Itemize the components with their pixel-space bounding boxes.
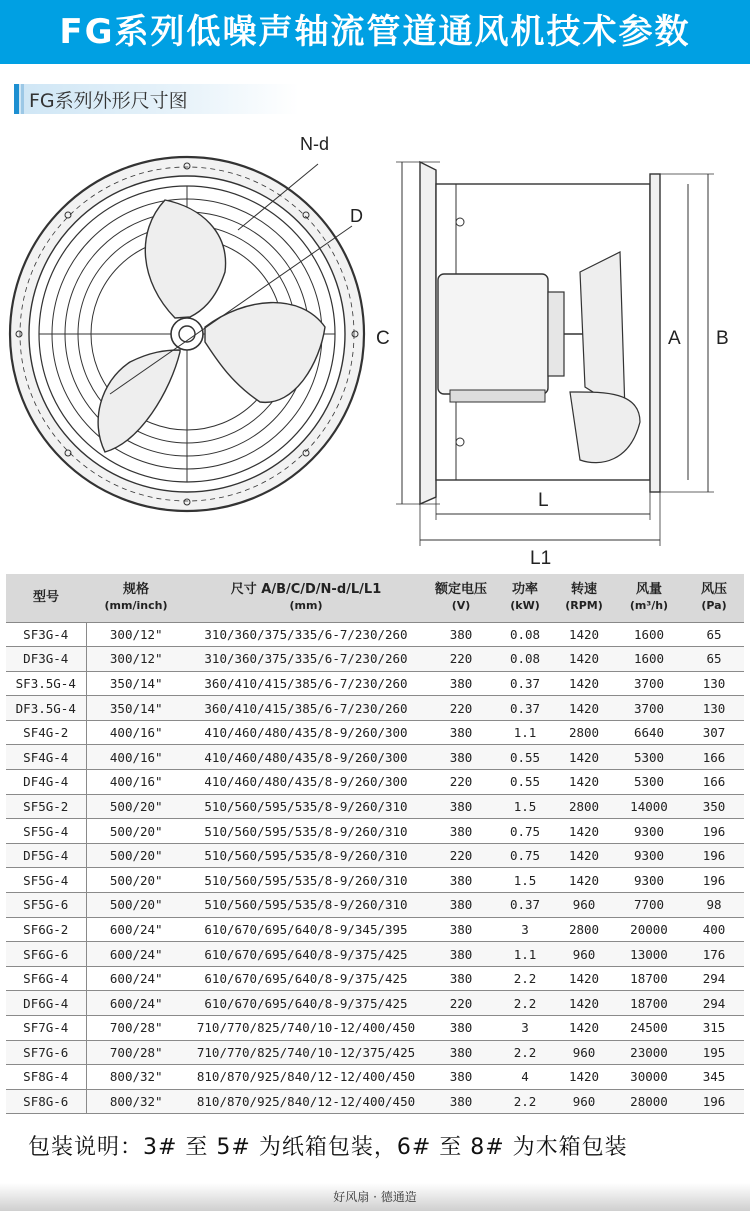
table-cell: 0.75: [496, 843, 554, 868]
section-title: FG系列外形尺寸图: [29, 90, 188, 112]
table-cell: SF5G-4: [6, 868, 86, 893]
table-cell: 65: [684, 622, 744, 647]
label-l: L: [538, 490, 549, 511]
table-cell: 1.1: [496, 942, 554, 967]
table-cell: 9300: [614, 843, 684, 868]
table-cell: 130: [684, 671, 744, 696]
table-cell: 3700: [614, 671, 684, 696]
label-nd: N-d: [300, 134, 330, 154]
table-cell: 195: [684, 1040, 744, 1065]
table-cell: SF5G-4: [6, 819, 86, 844]
table-cell: 710/770/825/740/10-12/375/425: [186, 1040, 426, 1065]
table-cell: 960: [554, 942, 614, 967]
front-view: [10, 157, 364, 511]
table-cell: 28000: [614, 1089, 684, 1114]
table-cell: DF3.5G-4: [6, 696, 86, 721]
table-cell: 510/560/595/535/8-9/260/310: [186, 794, 426, 819]
table-cell: 360/410/415/385/6-7/230/260: [186, 696, 426, 721]
table-cell: 20000: [614, 917, 684, 942]
table-cell: SF6G-2: [6, 917, 86, 942]
table-cell: 500/20": [86, 893, 186, 918]
table-cell: 220: [426, 991, 496, 1016]
table-cell: 1420: [554, 966, 614, 991]
table-cell: SF8G-6: [6, 1089, 86, 1114]
table-cell: DF5G-4: [6, 843, 86, 868]
table-row: [6, 671, 744, 696]
side-view: [396, 162, 714, 546]
table-cell: 1.5: [496, 794, 554, 819]
table-cell: 1420: [554, 1016, 614, 1041]
table-cell: 500/20": [86, 868, 186, 893]
table-cell: 310/360/375/335/6-7/230/260: [186, 622, 426, 647]
table-cell: 410/460/480/435/8-9/260/300: [186, 770, 426, 795]
table-cell: 380: [426, 622, 496, 647]
table-cell: DF3G-4: [6, 647, 86, 672]
table-cell: 0.37: [496, 671, 554, 696]
table-cell: 400/16": [86, 745, 186, 770]
header-airflow: 风量 (m³/h): [614, 574, 684, 622]
table-cell: 500/20": [86, 843, 186, 868]
table-cell: 500/20": [86, 794, 186, 819]
table-cell: 400/16": [86, 720, 186, 745]
table-cell: 14000: [614, 794, 684, 819]
table-cell: 130: [684, 696, 744, 721]
header-speed: 转速 (RPM): [554, 574, 614, 622]
table-cell: 1.1: [496, 720, 554, 745]
table-cell: 1420: [554, 843, 614, 868]
table-cell: 166: [684, 745, 744, 770]
table-cell: 220: [426, 770, 496, 795]
table-cell: 30000: [614, 1065, 684, 1090]
table-cell: 700/28": [86, 1016, 186, 1041]
table-row: [6, 1040, 744, 1065]
table-cell: SF5G-2: [6, 794, 86, 819]
table-cell: 1420: [554, 622, 614, 647]
table-cell: 960: [554, 893, 614, 918]
packaging-note: 包装说明：3# 至 5# 为纸箱包装，6# 至 8# 为木箱包装: [28, 1135, 628, 1160]
table-cell: 2.2: [496, 1089, 554, 1114]
table-cell: 196: [684, 868, 744, 893]
table-cell: 350: [684, 794, 744, 819]
table-cell: 0.08: [496, 622, 554, 647]
header-pressure: 风压 (Pa): [684, 574, 744, 622]
table-cell: 510/560/595/535/8-9/260/310: [186, 868, 426, 893]
table-cell: 294: [684, 966, 744, 991]
table-cell: 13000: [614, 942, 684, 967]
table-cell: 380: [426, 794, 496, 819]
table-cell: 98: [684, 893, 744, 918]
table-cell: 220: [426, 843, 496, 868]
table-cell: 1420: [554, 868, 614, 893]
table-cell: 3700: [614, 696, 684, 721]
table-cell: DF4G-4: [6, 770, 86, 795]
table-cell: 3: [496, 1016, 554, 1041]
table-cell: 380: [426, 942, 496, 967]
table-row: [6, 917, 744, 942]
table-cell: 510/560/595/535/8-9/260/310: [186, 819, 426, 844]
table-row: [6, 819, 744, 844]
table-cell: 350/14": [86, 671, 186, 696]
table-cell: 610/670/695/640/8-9/345/395: [186, 917, 426, 942]
table-cell: 18700: [614, 991, 684, 1016]
dimension-drawing: [0, 122, 750, 572]
page-title: FG系列低噪声轴流管道通风机技术参数: [59, 12, 691, 52]
spec-table: [6, 574, 744, 1114]
table-cell: 0.08: [496, 647, 554, 672]
table-cell: 2800: [554, 720, 614, 745]
table-cell: 9300: [614, 868, 684, 893]
table-row: [6, 843, 744, 868]
table-cell: 310/360/375/335/6-7/230/260: [186, 647, 426, 672]
table-cell: 380: [426, 1089, 496, 1114]
table-cell: 810/870/925/840/12-12/400/450: [186, 1065, 426, 1090]
table-cell: 1600: [614, 622, 684, 647]
table-cell: 960: [554, 1040, 614, 1065]
table-cell: 600/24": [86, 942, 186, 967]
table-cell: 0.55: [496, 770, 554, 795]
label-c: C: [376, 328, 390, 349]
table-row: [6, 647, 744, 672]
table-cell: 5300: [614, 745, 684, 770]
table-cell: 2.2: [496, 991, 554, 1016]
table-cell: 176: [684, 942, 744, 967]
table-cell: DF6G-4: [6, 991, 86, 1016]
table-cell: 380: [426, 917, 496, 942]
table-cell: 6640: [614, 720, 684, 745]
table-cell: 23000: [614, 1040, 684, 1065]
table-cell: 610/670/695/640/8-9/375/425: [186, 942, 426, 967]
table-row: [6, 696, 744, 721]
table-cell: 1420: [554, 696, 614, 721]
table-cell: SF5G-6: [6, 893, 86, 918]
table-cell: 9300: [614, 819, 684, 844]
table-cell: 510/560/595/535/8-9/260/310: [186, 843, 426, 868]
table-cell: 220: [426, 696, 496, 721]
page-title-banner: [0, 0, 750, 64]
table-cell: 1600: [614, 647, 684, 672]
table-cell: 380: [426, 1040, 496, 1065]
table-cell: 166: [684, 770, 744, 795]
header-spec: 规格 (mm/inch): [86, 574, 186, 622]
table-cell: 380: [426, 966, 496, 991]
table-cell: 350/14": [86, 696, 186, 721]
table-cell: 0.55: [496, 745, 554, 770]
footer-text: 好风扇 · 德通造: [333, 1190, 417, 1204]
table-cell: 1420: [554, 647, 614, 672]
table-cell: 300/12": [86, 622, 186, 647]
header-model: 型号: [6, 574, 86, 622]
table-cell: 400: [684, 917, 744, 942]
table-cell: 1.5: [496, 868, 554, 893]
table-cell: 380: [426, 745, 496, 770]
header-power: 功率 (kW): [496, 574, 554, 622]
table-cell: 1420: [554, 745, 614, 770]
table-cell: 600/24": [86, 966, 186, 991]
table-cell: 1420: [554, 819, 614, 844]
table-cell: 0.75: [496, 819, 554, 844]
table-cell: 2800: [554, 917, 614, 942]
heading-accent-bar: [21, 84, 24, 114]
table-cell: 380: [426, 720, 496, 745]
table-row: [6, 868, 744, 893]
table-cell: 610/670/695/640/8-9/375/425: [186, 991, 426, 1016]
table-row: [6, 770, 744, 795]
table-cell: 380: [426, 893, 496, 918]
table-cell: 2.2: [496, 966, 554, 991]
table-cell: 315: [684, 1016, 744, 1041]
footer-bar: [0, 1183, 750, 1211]
table-cell: SF3.5G-4: [6, 671, 86, 696]
table-cell: SF6G-4: [6, 966, 86, 991]
table-cell: 2.2: [496, 1040, 554, 1065]
header-voltage: 额定电压 (V): [426, 574, 496, 622]
table-cell: 65: [684, 647, 744, 672]
table-cell: 410/460/480/435/8-9/260/300: [186, 745, 426, 770]
section-heading: [14, 84, 299, 114]
table-row: [6, 1089, 744, 1114]
header-dimensions: 尺寸 A/B/C/D/N-d/L/L1 (mm): [186, 574, 426, 622]
table-cell: 600/24": [86, 917, 186, 942]
table-row: [6, 720, 744, 745]
table-row: [6, 893, 744, 918]
table-cell: 800/32": [86, 1089, 186, 1114]
table-cell: 196: [684, 819, 744, 844]
table-cell: SF6G-6: [6, 942, 86, 967]
table-cell: 2800: [554, 794, 614, 819]
table-cell: 294: [684, 991, 744, 1016]
table-cell: 600/24": [86, 991, 186, 1016]
table-cell: 710/770/825/740/10-12/400/450: [186, 1016, 426, 1041]
table-cell: 307: [684, 720, 744, 745]
table-cell: SF4G-2: [6, 720, 86, 745]
spec-table-body: [6, 622, 744, 1114]
table-cell: 410/460/480/435/8-9/260/300: [186, 720, 426, 745]
table-cell: 345: [684, 1065, 744, 1090]
table-cell: 810/870/925/840/12-12/400/450: [186, 1089, 426, 1114]
table-cell: 400/16": [86, 770, 186, 795]
table-cell: 1420: [554, 1065, 614, 1090]
table-cell: 0.37: [496, 893, 554, 918]
table-cell: 4: [496, 1065, 554, 1090]
table-cell: 196: [684, 1089, 744, 1114]
table-cell: 380: [426, 1065, 496, 1090]
table-cell: 7700: [614, 893, 684, 918]
table-cell: 700/28": [86, 1040, 186, 1065]
table-cell: 18700: [614, 966, 684, 991]
table-cell: SF8G-4: [6, 1065, 86, 1090]
table-row: [6, 1016, 744, 1041]
table-cell: 380: [426, 671, 496, 696]
table-row: [6, 794, 744, 819]
table-cell: 5300: [614, 770, 684, 795]
table-cell: 380: [426, 1016, 496, 1041]
table-row: [6, 942, 744, 967]
table-header-row: [6, 574, 744, 622]
table-cell: SF3G-4: [6, 622, 86, 647]
label-b: B: [716, 328, 729, 349]
table-cell: 24500: [614, 1016, 684, 1041]
table-cell: 196: [684, 843, 744, 868]
table-row: [6, 991, 744, 1016]
table-cell: SF7G-6: [6, 1040, 86, 1065]
table-cell: SF4G-4: [6, 745, 86, 770]
table-cell: 1420: [554, 770, 614, 795]
label-l1: L1: [530, 548, 552, 569]
table-cell: 360/410/415/385/6-7/230/260: [186, 671, 426, 696]
table-cell: 0.37: [496, 696, 554, 721]
table-cell: 220: [426, 647, 496, 672]
label-d: D: [350, 206, 363, 226]
table-row: [6, 966, 744, 991]
table-cell: 800/32": [86, 1065, 186, 1090]
table-row: [6, 745, 744, 770]
label-a: A: [668, 328, 681, 349]
table-row: [6, 622, 744, 647]
table-cell: 380: [426, 868, 496, 893]
table-cell: SF7G-4: [6, 1016, 86, 1041]
table-cell: 300/12": [86, 647, 186, 672]
table-cell: 510/560/595/535/8-9/260/310: [186, 893, 426, 918]
table-cell: 610/670/695/640/8-9/375/425: [186, 966, 426, 991]
table-cell: 3: [496, 917, 554, 942]
table-cell: 1420: [554, 671, 614, 696]
table-cell: 500/20": [86, 819, 186, 844]
table-row: [6, 1065, 744, 1090]
table-cell: 1420: [554, 991, 614, 1016]
table-cell: 380: [426, 819, 496, 844]
table-cell: 960: [554, 1089, 614, 1114]
